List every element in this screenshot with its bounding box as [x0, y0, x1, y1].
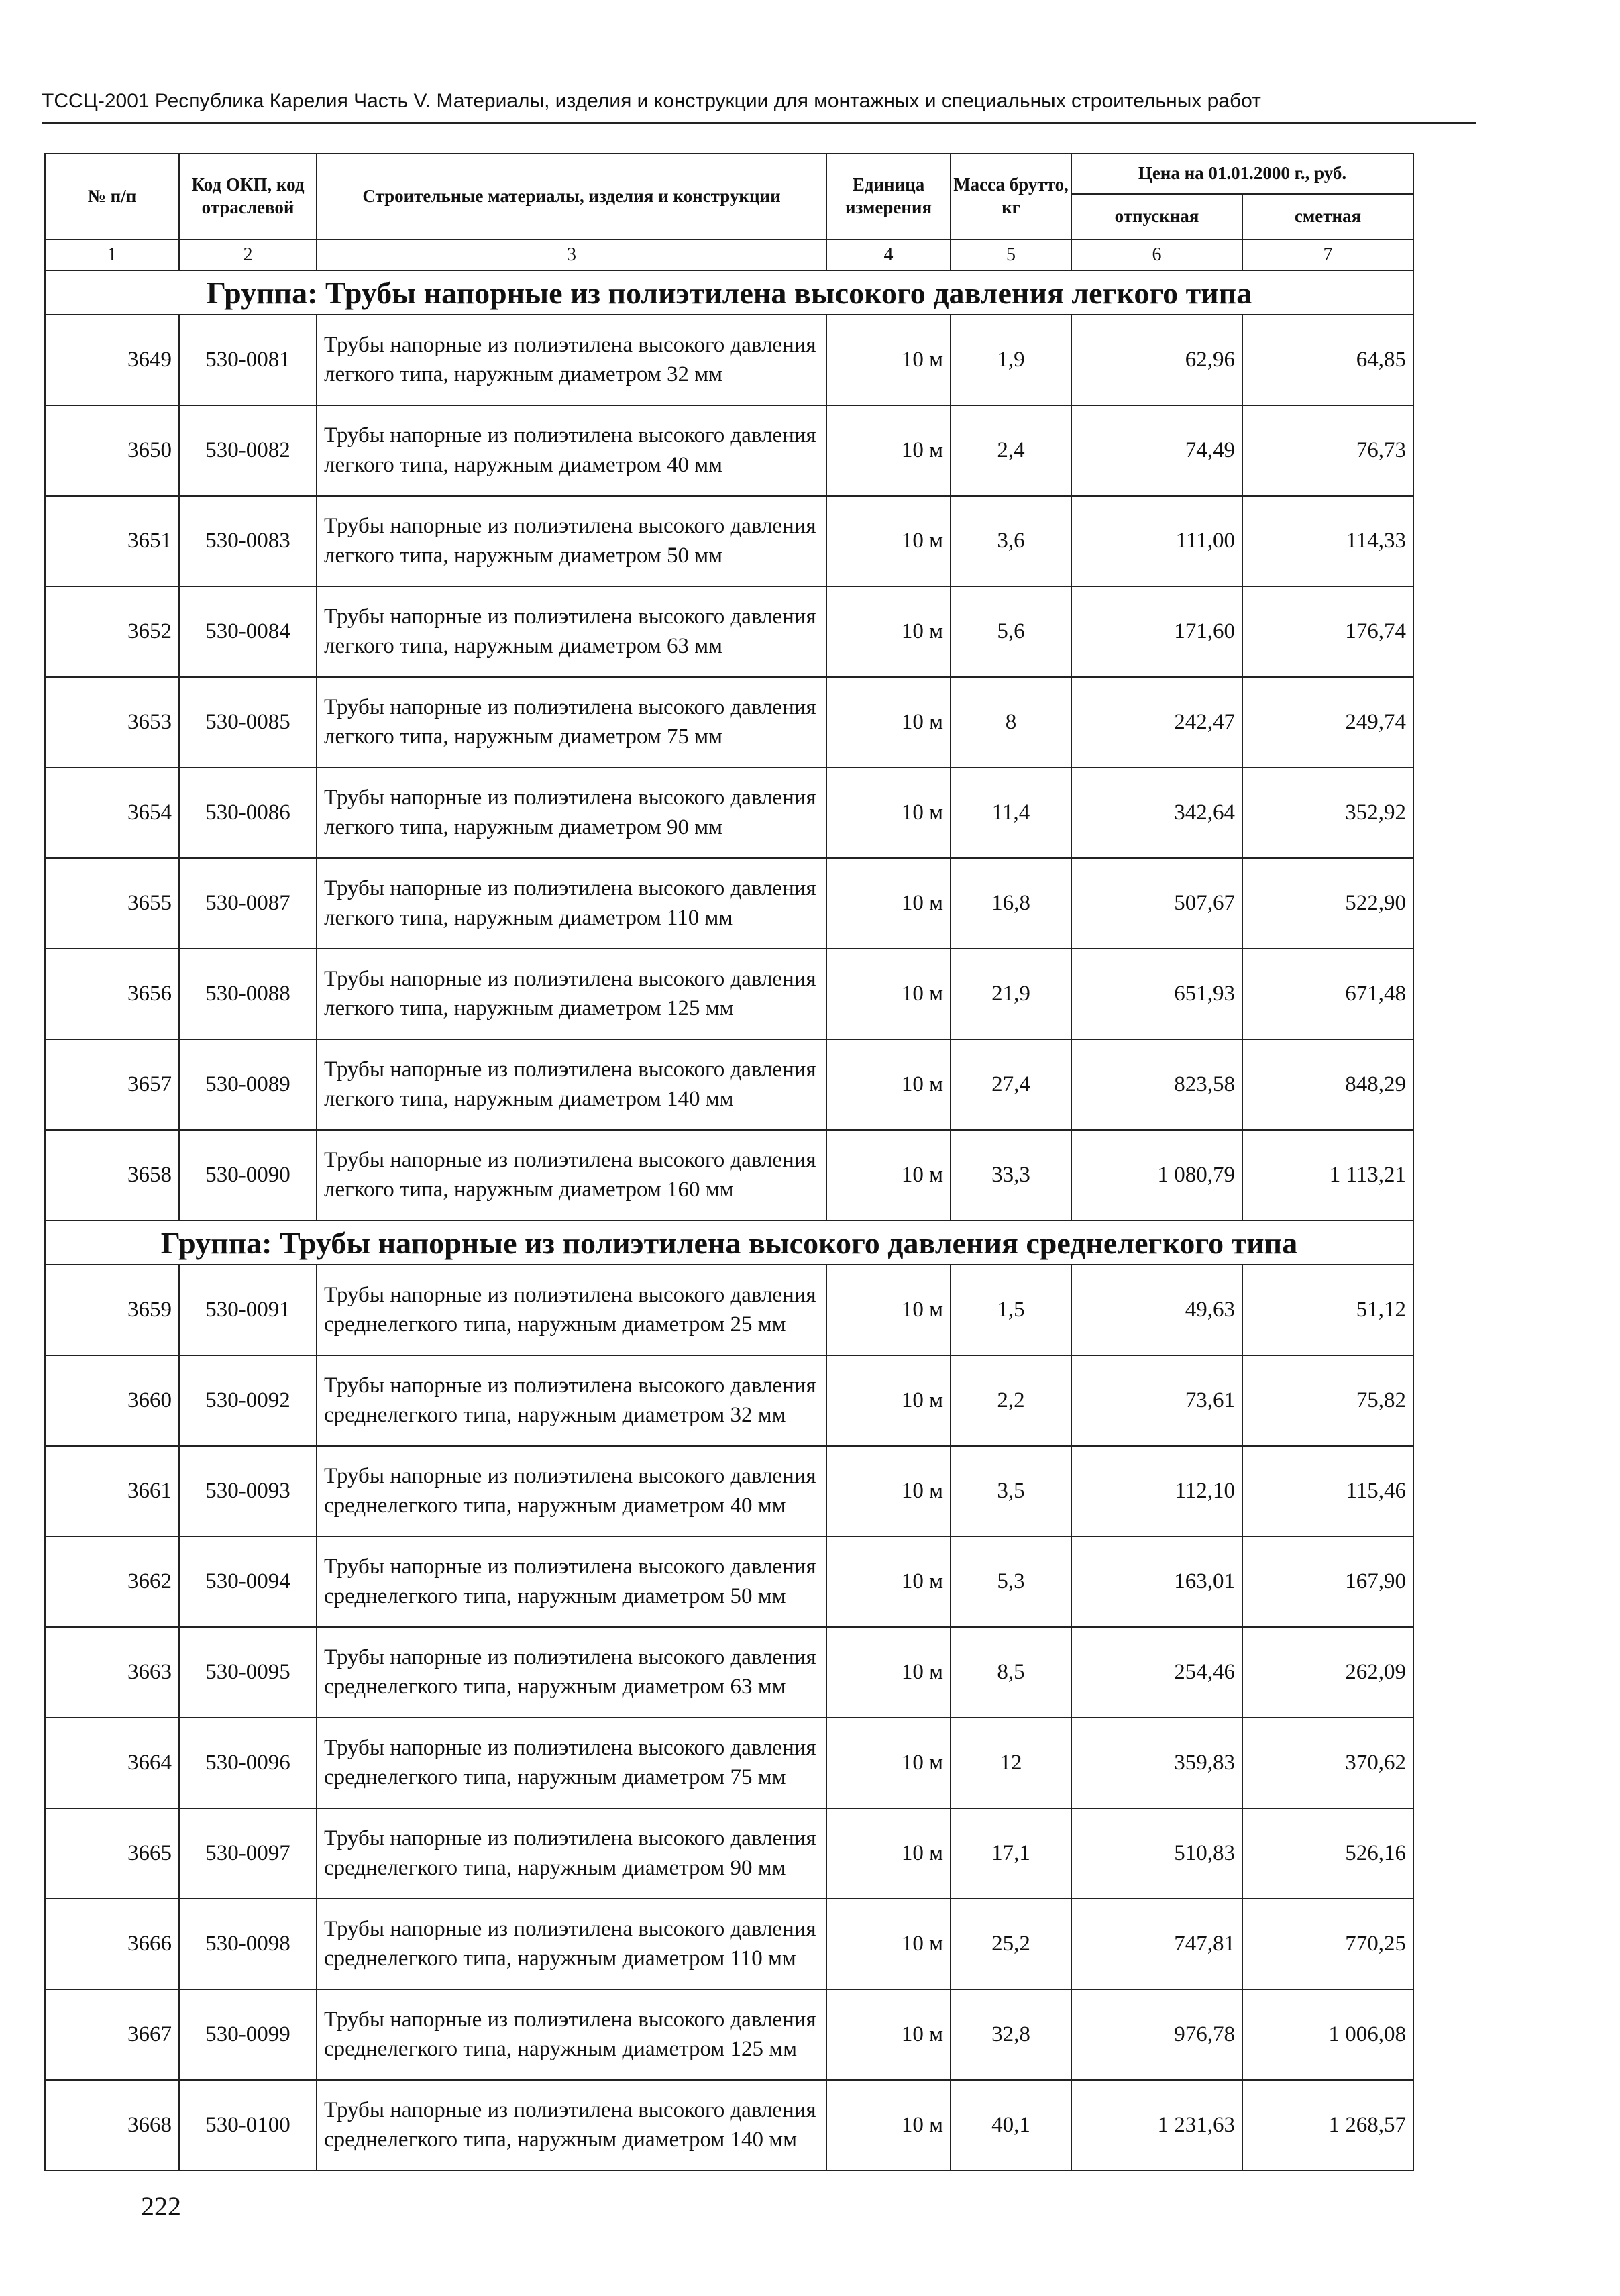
column-number-row: [45, 240, 1413, 270]
price-estimate: 352,92: [1242, 768, 1413, 858]
price-release: 112,10: [1071, 1446, 1242, 1536]
row-number: 3658: [45, 1130, 179, 1220]
price-release: 507,67: [1071, 858, 1242, 949]
mass: 40,1: [951, 2080, 1071, 2171]
price-release: 163,01: [1071, 1536, 1242, 1627]
unit: 10 м: [826, 949, 951, 1039]
mass: 2,2: [951, 1355, 1071, 1446]
okp-code: 530-0085: [179, 677, 317, 768]
price-release: 747,81: [1071, 1899, 1242, 1989]
unit: 10 м: [826, 1265, 951, 1355]
okp-code: 530-0089: [179, 1039, 317, 1130]
header-mass: Масса брутто, кг: [951, 154, 1071, 240]
unit: 10 м: [826, 1355, 951, 1446]
price-table: [44, 153, 1414, 2171]
material-name: Трубы напорные из полиэтилена высокого давления легкого типа, наружным диаметром 75 мм: [317, 677, 826, 768]
row-number: 3659: [45, 1265, 179, 1355]
table-row: [45, 1355, 1413, 1446]
price-release: 510,83: [1071, 1808, 1242, 1899]
table-row: [45, 1718, 1413, 1808]
row-number: 3666: [45, 1899, 179, 1989]
row-number: 3665: [45, 1808, 179, 1899]
price-estimate: 262,09: [1242, 1627, 1413, 1718]
price-release: 823,58: [1071, 1039, 1242, 1130]
mass: 33,3: [951, 1130, 1071, 1220]
price-estimate: 370,62: [1242, 1718, 1413, 1808]
price-release: 49,63: [1071, 1265, 1242, 1355]
mass: 2,4: [951, 405, 1071, 496]
row-number: 3657: [45, 1039, 179, 1130]
unit: 10 м: [826, 1989, 951, 2080]
material-name: Трубы напорные из полиэтилена высокого давления легкого типа, наружным диаметром 110 мм: [317, 858, 826, 949]
okp-code: 530-0096: [179, 1718, 317, 1808]
mass: 3,5: [951, 1446, 1071, 1536]
column-number: 6: [1071, 240, 1242, 270]
price-estimate: 249,74: [1242, 677, 1413, 768]
unit: 10 м: [826, 1627, 951, 1718]
row-number: 3649: [45, 315, 179, 405]
material-name: Трубы напорные из полиэтилена высокого давления легкого типа, наружным диаметром 32 мм: [317, 315, 826, 405]
unit: 10 м: [826, 858, 951, 949]
row-number: 3664: [45, 1718, 179, 1808]
price-estimate: 114,33: [1242, 496, 1413, 586]
table-row: [45, 1899, 1413, 1989]
okp-code: 530-0097: [179, 1808, 317, 1899]
price-estimate: 1 113,21: [1242, 1130, 1413, 1220]
material-name: Трубы напорные из полиэтилена высокого давления среднелегкого типа, наружным диаметром 25 мм: [317, 1265, 826, 1355]
okp-code: 530-0100: [179, 2080, 317, 2171]
table-row: [45, 496, 1413, 586]
material-name: Трубы напорные из полиэтилена высокого давления среднелегкого типа, наружным диаметром 63 мм: [317, 1627, 826, 1718]
okp-code: 530-0092: [179, 1355, 317, 1446]
mass: 27,4: [951, 1039, 1071, 1130]
material-name: Трубы напорные из полиэтилена высокого давления среднелегкого типа, наружным диаметром 32 мм: [317, 1355, 826, 1446]
row-number: 3668: [45, 2080, 179, 2171]
row-number: 3650: [45, 405, 179, 496]
price-release: 242,47: [1071, 677, 1242, 768]
price-release: 1 231,63: [1071, 2080, 1242, 2171]
table-row: [45, 1446, 1413, 1536]
unit: 10 м: [826, 2080, 951, 2171]
header-num: № п/п: [45, 154, 179, 240]
table-row: [45, 586, 1413, 677]
table-row: [45, 1808, 1413, 1899]
price-release: 74,49: [1071, 405, 1242, 496]
group-title: Группа: Трубы напорные из полиэтилена высокого давления среднелегкого типа: [45, 1220, 1413, 1265]
material-name: Трубы напорные из полиэтилена высокого давления легкого типа, наружным диаметром 63 мм: [317, 586, 826, 677]
price-release: 342,64: [1071, 768, 1242, 858]
table-row: [45, 1265, 1413, 1355]
header-divider: [42, 122, 1476, 124]
material-name: Трубы напорные из полиэтилена высокого давления среднелегкого типа, наружным диаметром 75 мм: [317, 1718, 826, 1808]
table-row: [45, 315, 1413, 405]
mass: 32,8: [951, 1989, 1071, 2080]
mass: 1,5: [951, 1265, 1071, 1355]
row-number: 3651: [45, 496, 179, 586]
okp-code: 530-0081: [179, 315, 317, 405]
material-name: Трубы напорные из полиэтилена высокого давления легкого типа, наружным диаметром 140 мм: [317, 1039, 826, 1130]
price-estimate: 1 268,57: [1242, 2080, 1413, 2171]
okp-code: 530-0093: [179, 1446, 317, 1536]
row-number: 3662: [45, 1536, 179, 1627]
unit: 10 м: [826, 768, 951, 858]
mass: 3,6: [951, 496, 1071, 586]
table-row: [45, 677, 1413, 768]
column-number: 5: [951, 240, 1071, 270]
mass: 17,1: [951, 1808, 1071, 1899]
material-name: Трубы напорные из полиэтилена высокого давления легкого типа, наружным диаметром 90 мм: [317, 768, 826, 858]
row-number: 3654: [45, 768, 179, 858]
table-row: [45, 1130, 1413, 1220]
table-row: [45, 1039, 1413, 1130]
header-unit: Единица измерения: [826, 154, 951, 240]
price-estimate: 51,12: [1242, 1265, 1413, 1355]
header-price: Цена на 01.01.2000 г., руб.: [1071, 154, 1413, 194]
price-release: 111,00: [1071, 496, 1242, 586]
mass: 25,2: [951, 1899, 1071, 1989]
price-estimate: 770,25: [1242, 1899, 1413, 1989]
row-number: 3652: [45, 586, 179, 677]
price-estimate: 167,90: [1242, 1536, 1413, 1627]
page-number: 222: [141, 2191, 181, 2222]
table-row: [45, 1989, 1413, 2080]
mass: 5,3: [951, 1536, 1071, 1627]
price-estimate: 75,82: [1242, 1355, 1413, 1446]
table-row: [45, 1627, 1413, 1718]
okp-code: 530-0084: [179, 586, 317, 677]
material-name: Трубы напорные из полиэтилена высокого давления легкого типа, наружным диаметром 50 мм: [317, 496, 826, 586]
material-name: Трубы напорные из полиэтилена высокого давления легкого типа, наружным диаметром 40 мм: [317, 405, 826, 496]
price-release: 254,46: [1071, 1627, 1242, 1718]
column-number: 4: [826, 240, 951, 270]
row-number: 3656: [45, 949, 179, 1039]
mass: 8,5: [951, 1627, 1071, 1718]
row-number: 3667: [45, 1989, 179, 2080]
unit: 10 м: [826, 1899, 951, 1989]
okp-code: 530-0083: [179, 496, 317, 586]
column-number: 1: [45, 240, 179, 270]
unit: 10 м: [826, 1718, 951, 1808]
price-release: 976,78: [1071, 1989, 1242, 2080]
unit: 10 м: [826, 1039, 951, 1130]
material-name: Трубы напорные из полиэтилена высокого давления легкого типа, наружным диаметром 125 мм: [317, 949, 826, 1039]
table-row: [45, 1536, 1413, 1627]
header-name: Строительные материалы, изделия и конструкции: [317, 154, 826, 240]
mass: 8: [951, 677, 1071, 768]
price-estimate: 176,74: [1242, 586, 1413, 677]
mass: 5,6: [951, 586, 1071, 677]
material-name: Трубы напорные из полиэтилена высокого давления среднелегкого типа, наружным диаметром 140 мм: [317, 2080, 826, 2171]
okp-code: 530-0087: [179, 858, 317, 949]
mass: 1,9: [951, 315, 1071, 405]
unit: 10 м: [826, 1446, 951, 1536]
okp-code: 530-0098: [179, 1899, 317, 1989]
price-estimate: 526,16: [1242, 1808, 1413, 1899]
price-release: 359,83: [1071, 1718, 1242, 1808]
material-name: Трубы напорные из полиэтилена высокого давления среднелегкого типа, наружным диаметром 50 мм: [317, 1536, 826, 1627]
price-release: 62,96: [1071, 315, 1242, 405]
header-okp: Код ОКП, код отраслевой: [179, 154, 317, 240]
unit: 10 м: [826, 1130, 951, 1220]
mass: 21,9: [951, 949, 1071, 1039]
row-number: 3653: [45, 677, 179, 768]
mass: 11,4: [951, 768, 1071, 858]
row-number: 3663: [45, 1627, 179, 1718]
document-header: ТССЦ-2001 Республика Карелия Часть V. Материалы, изделия и конструкции для монтажных и специальных строительных работ: [42, 90, 1261, 112]
column-number: 2: [179, 240, 317, 270]
price-estimate: 848,29: [1242, 1039, 1413, 1130]
group-row: [45, 1220, 1413, 1265]
price-estimate: 115,46: [1242, 1446, 1413, 1536]
price-estimate: 671,48: [1242, 949, 1413, 1039]
material-name: Трубы напорные из полиэтилена высокого давления среднелегкого типа, наружным диаметром 40 мм: [317, 1446, 826, 1536]
okp-code: 530-0086: [179, 768, 317, 858]
row-number: 3655: [45, 858, 179, 949]
unit: 10 м: [826, 677, 951, 768]
header-price-estimate: сметная: [1242, 194, 1413, 240]
column-number: 3: [317, 240, 826, 270]
okp-code: 530-0099: [179, 1989, 317, 2080]
material-name: Трубы напорные из полиэтилена высокого давления среднелегкого типа, наружным диаметром 110 мм: [317, 1899, 826, 1989]
group-row: [45, 270, 1413, 315]
row-number: 3660: [45, 1355, 179, 1446]
unit: 10 м: [826, 1808, 951, 1899]
okp-code: 530-0091: [179, 1265, 317, 1355]
unit: 10 м: [826, 496, 951, 586]
price-release: 171,60: [1071, 586, 1242, 677]
row-number: 3661: [45, 1446, 179, 1536]
price-estimate: 76,73: [1242, 405, 1413, 496]
price-release: 651,93: [1071, 949, 1242, 1039]
price-estimate: 1 006,08: [1242, 1989, 1413, 2080]
table-row: [45, 2080, 1413, 2171]
unit: 10 м: [826, 405, 951, 496]
table-row: [45, 405, 1413, 496]
column-number: 7: [1242, 240, 1413, 270]
material-name: Трубы напорные из полиэтилена высокого давления среднелегкого типа, наружным диаметром 90 мм: [317, 1808, 826, 1899]
header-price-release: отпускная: [1071, 194, 1242, 240]
table-row: [45, 949, 1413, 1039]
price-estimate: 522,90: [1242, 858, 1413, 949]
price-estimate: 64,85: [1242, 315, 1413, 405]
okp-code: 530-0088: [179, 949, 317, 1039]
unit: 10 м: [826, 586, 951, 677]
okp-code: 530-0090: [179, 1130, 317, 1220]
group-title: Группа: Трубы напорные из полиэтилена высокого давления легкого типа: [45, 270, 1413, 315]
unit: 10 м: [826, 315, 951, 405]
material-name: Трубы напорные из полиэтилена высокого давления легкого типа, наружным диаметром 160 мм: [317, 1130, 826, 1220]
okp-code: 530-0082: [179, 405, 317, 496]
table-row: [45, 768, 1413, 858]
okp-code: 530-0095: [179, 1627, 317, 1718]
table-row: [45, 858, 1413, 949]
material-name: Трубы напорные из полиэтилена высокого давления среднелегкого типа, наружным диаметром 125 мм: [317, 1989, 826, 2080]
price-release: 1 080,79: [1071, 1130, 1242, 1220]
unit: 10 м: [826, 1536, 951, 1627]
mass: 16,8: [951, 858, 1071, 949]
mass: 12: [951, 1718, 1071, 1808]
price-release: 73,61: [1071, 1355, 1242, 1446]
okp-code: 530-0094: [179, 1536, 317, 1627]
